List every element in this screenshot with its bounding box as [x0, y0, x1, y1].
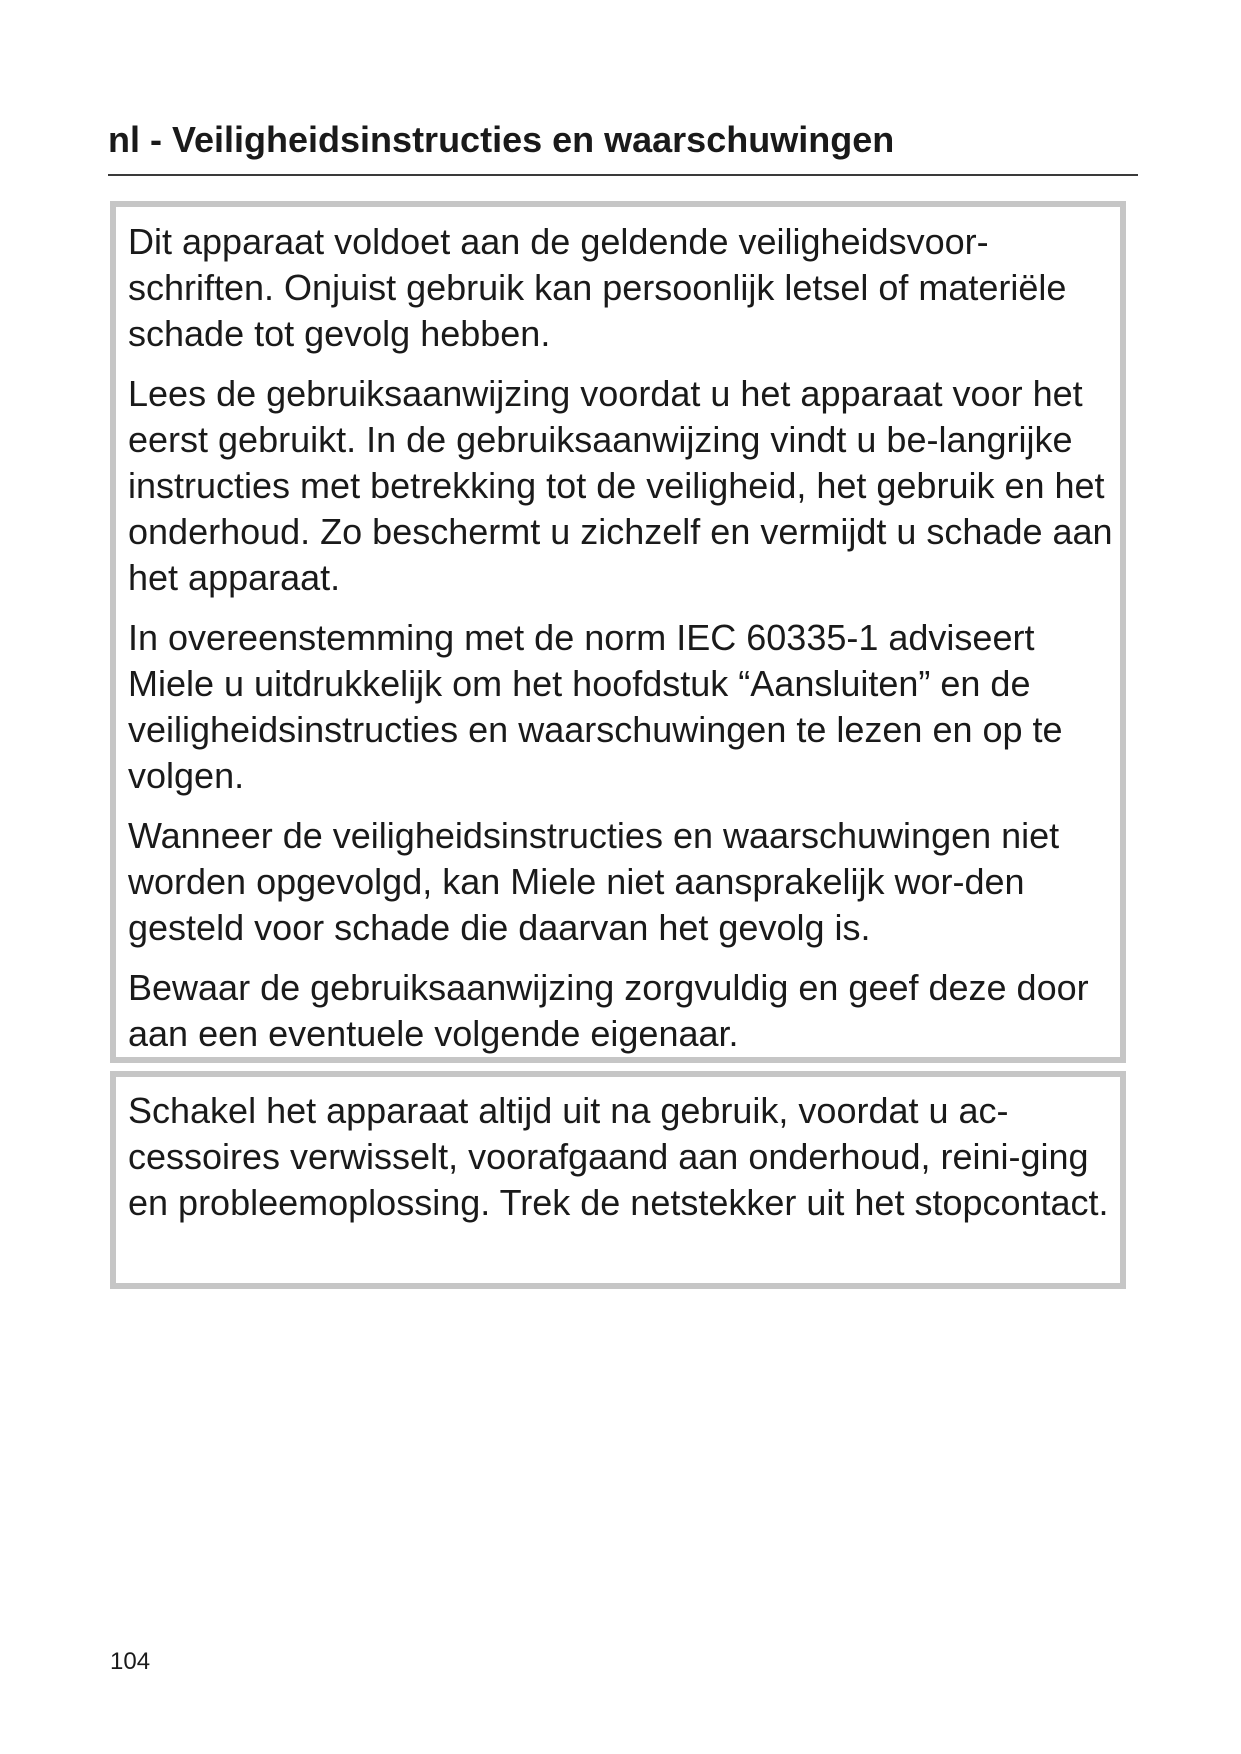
title-divider: [108, 174, 1138, 176]
switch-off-notice-box: [110, 1071, 1126, 1289]
notice-paragraph-keep-manual: Bewaar de gebruiksaanwijzing zorgvuldig en geef deze door aan een eventuele volgende eigenaar.: [128, 967, 1089, 1054]
switch-off-notice-content: [128, 1088, 1114, 1226]
page-number: 104: [110, 1648, 151, 1675]
safety-notice-box: [110, 201, 1126, 1063]
notice-paragraph-liability: Wanneer de veiligheidsinstructies en waarschuwingen niet worden opgevolgd, kan Miele niet aansprakelijk wor-den gesteld voor schade die daarvan het gevolg is.: [128, 815, 1060, 948]
page-title: nl - Veiligheidsinstructies en waarschuwingen: [108, 119, 895, 160]
notice-paragraph-iec-norm: In overeenstemming met de norm IEC 60335-1 adviseert Miele u uitdrukkelijk om het hoofdstuk “Aansluiten” en de veiligheidsinstructies en waarschuwingen te lezen en op te volgen.: [128, 617, 1063, 796]
notice-paragraph-compliance: Dit apparaat voldoet aan de geldende veiligheidsvoor-schriften. Onjuist gebruik kan persoonlijk letsel of materiële schade tot gevolg hebben.: [128, 221, 1067, 354]
notice-paragraph-read-manual: Lees de gebruiksaanwijzing voordat u het apparaat voor het eerst gebruikt. In de gebruiksaanwijzing vindt u be-langrijke instructies met betrekking tot de veiligheid, het gebruik en het onderhoud. Zo beschermt u zichzelf en vermijdt u schade aan het apparaat.: [128, 373, 1113, 598]
safety-notice-content: [128, 219, 1114, 1057]
notice-paragraph-switch-off: Schakel het apparaat altijd uit na gebruik, voordat u ac-cessoires verwisselt, voorafgaand aan onderhoud, reini-ging en probleemoplossing. Trek de netstekker uit het stopcontact.: [128, 1090, 1109, 1223]
